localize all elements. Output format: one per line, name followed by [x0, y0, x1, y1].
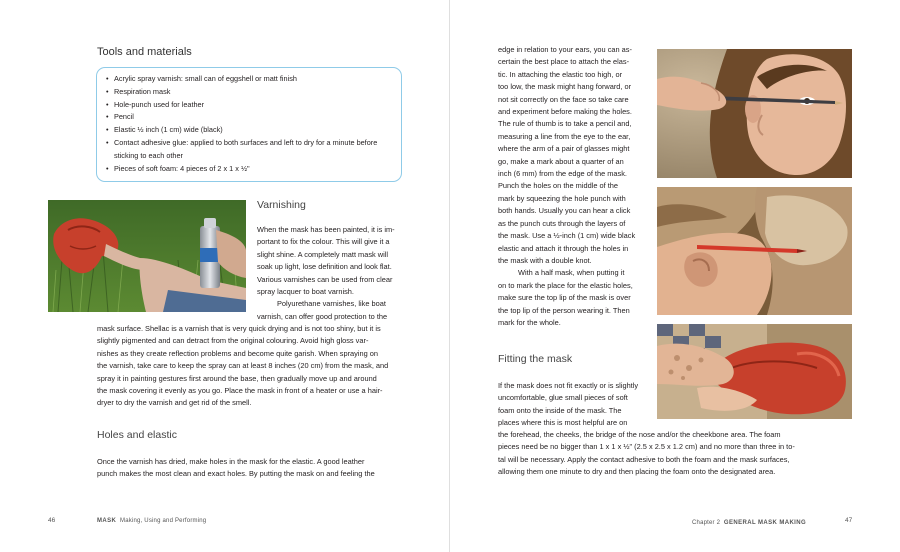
text-line: inch (6 mm) from the edge of the mask. [498, 169, 627, 179]
text-line: elastic and attach it through the holes in [498, 243, 629, 253]
running-head-subtitle: Making, Using and Performing [120, 518, 207, 524]
pencil-measure-photo [657, 49, 852, 178]
text-line: certain the best place to attach the elas- [498, 57, 630, 67]
running-head-chapter: Chapter 2 [692, 520, 721, 526]
text-line: spray lacquer to boat varnish. [257, 287, 354, 297]
fitting-foam-image [657, 324, 852, 419]
materials-list-item: • Elastic ½ inch (1 cm) wide (black) [106, 124, 393, 137]
holes-text [97, 456, 402, 481]
materials-list-item: • Hole-punch used for leather [106, 99, 393, 112]
running-head-book: MASK [97, 518, 117, 524]
text-line: and experiment before making the holes. [498, 107, 632, 117]
materials-list-item: • Contact adhesive glue: applied to both surfaces and left to dry for a minute before sticking to each other [106, 137, 393, 163]
running-head-right [692, 520, 806, 526]
text-line: not sit correctly on the face so take care [498, 94, 629, 104]
text-line: where the arm of a pair of glasses might [498, 144, 630, 154]
text-line: With a half mask, when putting it [518, 268, 625, 278]
text-line: dryer to dry the varnish and get rid of the smell. [97, 398, 252, 408]
mark-hole-image [657, 187, 852, 315]
text-line: pieces need be no bigger than 1 x 1 x ½" (2.5 x 2.5 x 1.2 cm) and no more than three in to- [498, 442, 795, 452]
text-line: places where this is most helpful are on [498, 418, 628, 428]
text-line: Once the varnish has dried, make holes in the mask for the elastic. A good leather [97, 457, 365, 466]
text-line: the top lip of the person wearing it. Then [498, 305, 630, 315]
materials-list-item: • Pencil [106, 111, 393, 124]
text-line: Various varnishes can be used from clear [257, 274, 393, 284]
page-number-right: 47 [845, 517, 853, 524]
text-line: portant to fix the colour. This will give it a [257, 237, 390, 247]
text-line: the mask. Use a ½-inch (1 cm) wide black [498, 231, 636, 241]
text-line: slightly pigmented and can detract from the original colouring. Avoid high gloss var- [97, 336, 369, 346]
page-number-left: 46 [48, 517, 56, 524]
text-line: edge in relation to your ears, you can as- [498, 45, 632, 54]
text-line: varnish, can offer good protection to the [257, 311, 388, 321]
text-line: allowing them one minute to dry and then placing the foam onto the designated area. [498, 467, 776, 477]
varnishing-heading: Varnishing [257, 199, 306, 211]
pencil-measure-image [657, 49, 852, 178]
fitting-heading: Fitting the mask [498, 353, 573, 365]
text-line: measuring a line from the eye to the ear, [498, 131, 631, 141]
mark-hole-photo [657, 187, 852, 315]
materials-list [106, 73, 393, 175]
fitting-text-full [498, 429, 852, 479]
elastic-column-text [498, 44, 646, 329]
text-line: When the mask has been painted, it is im- [257, 225, 395, 234]
text-line: The rule of thumb is to take a pencil and, [498, 119, 632, 129]
text-line: the mask with a double knot. [498, 255, 592, 265]
text-line: too low, the mask might hang forward, or [498, 82, 632, 92]
fitting-foam-photo [657, 324, 852, 419]
text-line: mark by squeezing the hole punch with [498, 193, 626, 203]
text-line: on to mark the place for the elastic holes, [498, 280, 633, 290]
text-line: make sure the top lip of the mask is over [498, 293, 631, 303]
text-line: Polyurethane varnishes, like boat [277, 299, 386, 309]
fitting-column-text [498, 380, 646, 430]
text-line: soak up light, lose definition and look flat. [257, 262, 392, 272]
right-page [450, 0, 900, 552]
running-head-left [97, 518, 206, 524]
holes-heading: Holes and elastic [97, 429, 177, 441]
text-line: tic. In attaching the elastic too high, or [498, 69, 623, 79]
spray-varnish-image [48, 200, 246, 312]
text-line: Punch the holes on the middle of the [498, 181, 618, 191]
running-head-chapter-title: GENERAL MASK MAKING [723, 520, 807, 526]
varnishing-photo [48, 200, 246, 312]
text-line: slight shine. A completely matt mask will [257, 249, 389, 259]
text-line: the mask covering it evenly as you go. Place the mask in front of a heater or use a hair- [97, 386, 383, 396]
text-line: spray it in painting gestures first around the base, then gradually move up and around [97, 373, 377, 383]
text-line: as the punch cuts through the layers of [498, 218, 626, 228]
text-line: nishes as they create reflection problems and become quite garish. When spraying on [97, 348, 378, 358]
text-line: punch makes the most clean and exact holes. By putting the mask on and feeling the [97, 469, 375, 479]
materials-list-item: • Acrylic spray varnish: small can of eggshell or matt finish [106, 73, 393, 86]
text-line: tal will be necessary. Apply the contact adhesive to both the foam and the mask surfaces, [498, 454, 790, 464]
text-line: mark for the whole. [498, 317, 561, 327]
text-line: both hands. Usually you can hear a click [498, 206, 631, 216]
text-line: the forehead, the cheeks, the bridge of the nose and/or the cheekbone area. The foam [498, 430, 781, 439]
materials-list-item: • Pieces of soft foam: 4 pieces of 2 x 1 x ½" [106, 163, 393, 176]
tools-heading: Tools and materials [97, 46, 192, 58]
text-line: uncomfortable, glue small pieces of soft [498, 393, 628, 403]
text-line: foam onto the inside of the mask. The [498, 405, 622, 415]
text-line: go, make a mark about a quarter of an [498, 156, 624, 166]
materials-box [96, 67, 402, 182]
varnishing-column-text [257, 224, 402, 323]
text-line: the varnish, take care to keep the spray can at least 8 inches (20 cm) from the mask, and [97, 361, 389, 371]
text-line: If the mask does not fit exactly or is slightly [498, 381, 639, 390]
text-line: mask surface. Shellac is a varnish that is very quick drying and is not too shiny, but it is [97, 324, 381, 333]
varnishing-text-continued [97, 323, 402, 410]
materials-list-item: • Respiration mask [106, 86, 393, 99]
